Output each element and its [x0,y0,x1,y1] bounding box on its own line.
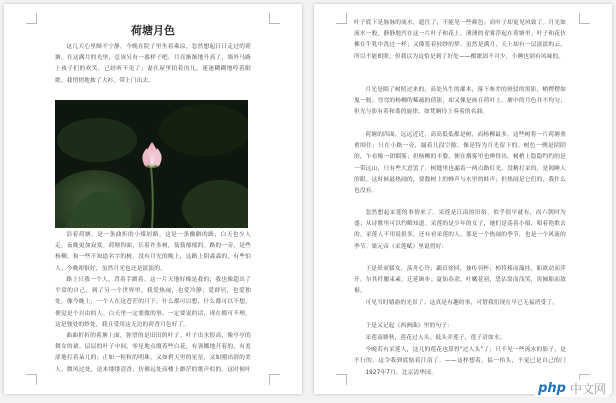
paragraph: 今晚若有采莲人，这儿的莲花也算得"过人头"了；只不见一些流水的影子，是不行的。这令我到底惦着江南了。——这样想着，猛一抬头，不觉已是自己的门 [354,347,566,365]
lotus-illustration [55,100,248,228]
paragraph: 月光是隔了树照过来的，高处丛生的灌木，落下参差的斑驳的黑影，峭楞楞如鬼一般；弯弯的杨柳的稀疏的倩影，却又像是画在荷叶上。塘中的月色并不均匀；但光与影有着和谐的旋律，如梵婀玲上奏着的名曲。 [354,87,566,116]
php-logo-icon: php [538,380,566,396]
paragraph: 忽然想起采莲的事情来了。采莲是江南的旧俗，似乎很早就有，而六朝时为盛；从诗歌里可以约略知道。采莲的是少年的女子，她们是荡着小船，唱着艳歌去的。采莲人不用说很多，还有看采莲的人。那是一个热闹的季节，也是一个风流的季节。梁元帝《采莲赋》里说得好： [354,210,566,250]
crop-mark-top-left [336,13,347,24]
paragraph: 荷塘的四面，远远近近，高高低低都是树，而杨柳最多。这些树将一片荷塘重重围住；只在小路一旁，漏着几段空隙，像是特为月光留下的。树色一例是阴阴的，乍看像一团烟雾；但杨柳的丰姿，便在烟雾里也辨得出。树梢上隐隐约约的是一带远山，只有些大意罢了。树缝里也漏着一两点路灯光，没精打采的，是渴睡人的眼。这时候最热闹的，要数树上的蝉声与水里的蛙声；但热闹是它们的，我什么也没有。 [354,132,566,195]
quotation: 采莲南塘秋，莲花过人头；低头弄莲子，莲子清如水。 [365,335,506,341]
paragraph: 路上只我一个人，背着手踱着。这一片天地好像是我的；我也像超出了平常的自己，到了另一个世界里。我爱热闹，也爱冷静；爱群居，也爱独处。像今晚上，一个人在这苍茫的月下，什么都可以想，什么都可以不想，便觉是个自由的人。白天里一定要做的事，一定要说的话，现在都可不理。这是独处的妙处，我且受用这无边的荷香月色好了。 [55,277,251,328]
quotation: 于是妖童媛女，荡舟心许；鷁首徐回，兼传羽杯；棹将移而藻挂，船欲动而萍开。尔其纤腰束素，迁延顾步；夏始春余，叶嫩花初，恐沾裳而浅笑，畏倾船而敛裾。 [354,266,566,295]
crop-mark-top-right [579,13,590,24]
paragraph: 叶子底下是脉脉的流水，遮住了，不能见一些颜色；而叶子却更见风致了。月光如流水一般，静静地泻在这一片叶子和花上。薄薄的青雾浮起在荷塘里。叶子和花仿佛在牛乳中洗过一样；又像笼着轻纱的梦。虽然是满月，天上却有一层淡淡的云，所以不能朗照；但我以为这恰是到了好处——酣眠固不可少，小睡也别有风味的。 [354,20,566,60]
site-watermark [534,379,610,397]
paragraph: 于是又记起《西洲曲》里的句子： [365,323,453,329]
paragraph: 沿着荷塘，是一条曲折的小煤屑路。这是一条幽僻的路；白天也少人走，夜晚更加寂寞。荷塘四面，长着许多树，蓊蓊郁郁的。路的一旁，是些杨柳，和一些不知道名字的树。没有月光的晚上，这路上阴森森的，有些怕人。今晚却很好，虽然月光也还是淡淡的。 [55,232,251,272]
watermark-text: 中文网 [569,381,606,396]
date-line: 1927年7月，北京清华园。 [365,370,437,376]
paragraph: 曲曲折折的荷塘上面，弥望的是田田的叶子。叶子出水很高，像亭亭的舞女的裙。层层的叶子中间，零星地点缀着些白花，有袅娜地开着的，有羞涩地打着朵儿的；正如一粒粒的明珠，又如碧天里的星星，又如刚出浴的美人。微风过处，送来缕缕清香，仿佛远处高楼上渺茫的歌声似的。这时候叶 [55,333,251,373]
crop-mark-bottom-right [269,374,280,385]
crop-mark-bottom-left [26,374,37,385]
paragraph: 可见当时嬉游的光景了。这真是有趣的事，可惜我们现在早已无福消受了。 [365,300,559,306]
document-title: 荷塘月色 [131,24,175,37]
lotus-photo [55,100,248,228]
paragraph: 这几天心里颇不宁静。今晚在院子里坐着乘凉，忽然想起日日走过的荷塘，在这满月的光里，总该另有一番样子吧。月亮渐渐地升高了，墙外马路上孩子们的欢笑，已经听不见了；妻在屋里拍着闰儿，迷迷糊糊地哼着眠歌。我悄悄地披了大衫，带上门出去。 [55,44,251,84]
document-page-2 [314,4,612,394]
crop-mark-bottom-left [336,374,347,385]
document-page-1 [4,4,302,394]
